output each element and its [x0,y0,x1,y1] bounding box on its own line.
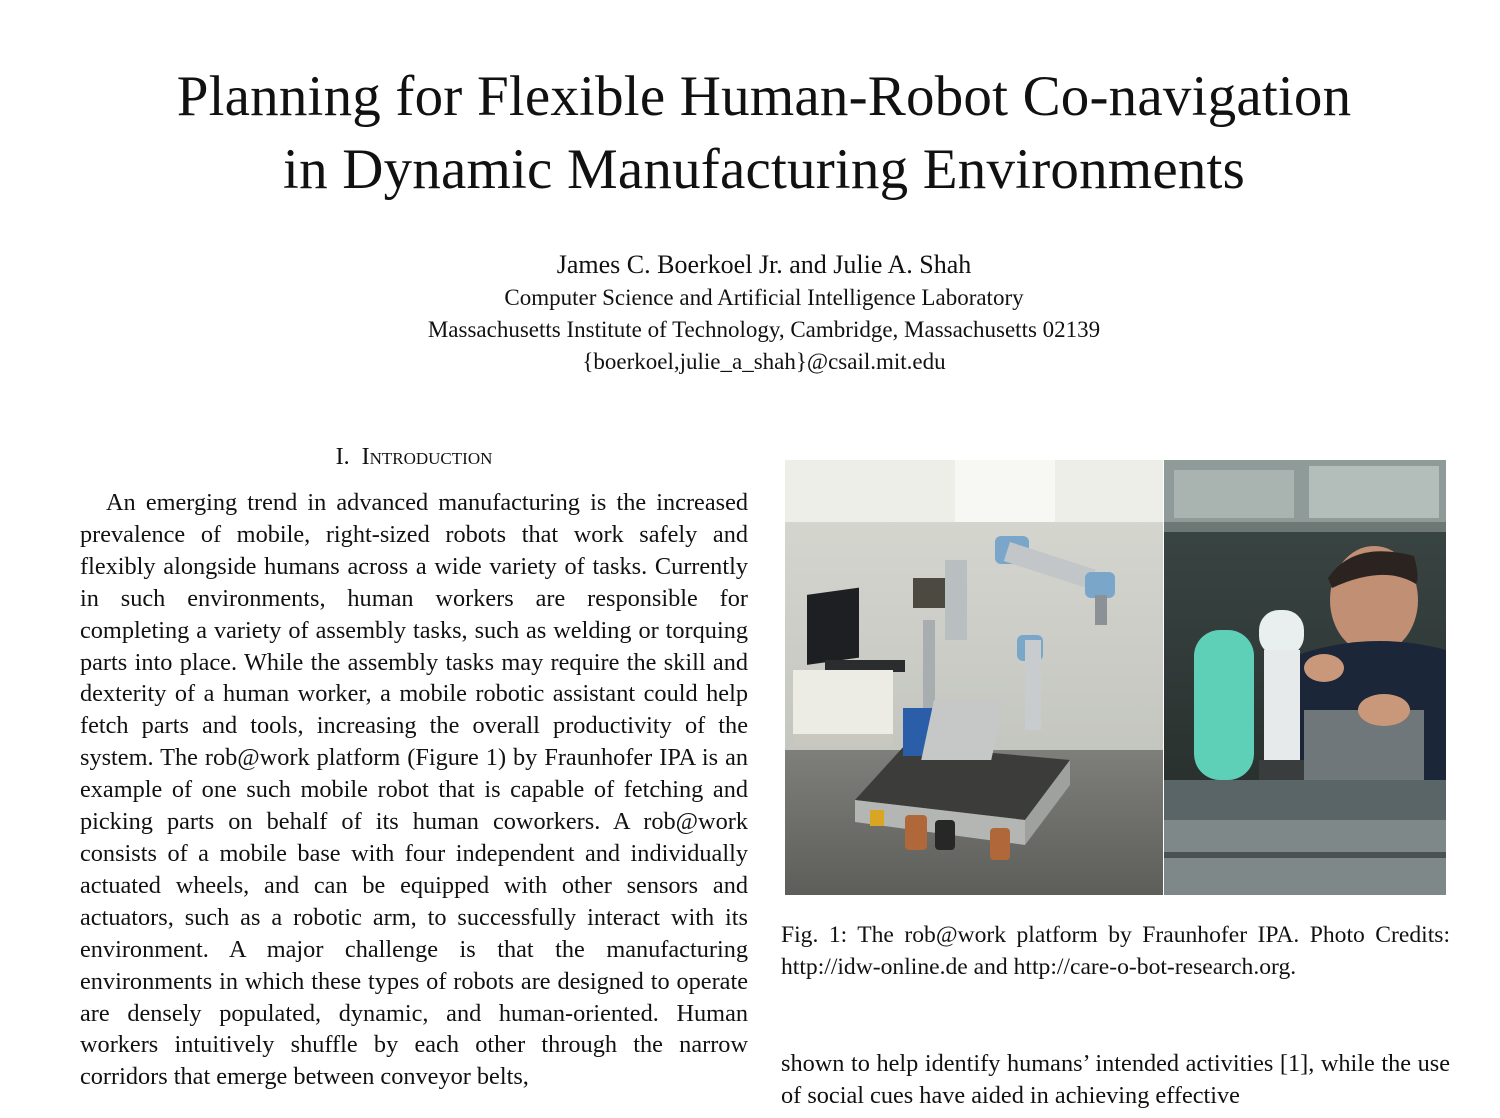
affiliation-institute: Massachusetts Institute of Technology, Cambridge, Massachusetts 02139 [427,317,1101,342]
worker-with-robot-photo [1164,460,1446,895]
intro-paragraph: An emerging trend in advanced manufacturing is the increased prevalence of mobile, right-sized robots that work safely and flexibly alongside humans across a wide variety of tasks. Currently in such environments, human workers are responsible for completing a variety of assembly tasks, such as welding or torquing parts into place. While the assembly tasks may require the skill and dexterity of a human worker, a mobile robotic assistant could help fetch parts and tools, increasing the overall productivity of the system. The rob@work platform (Figure 1) by Fraunhofer IPA is an example of one such mobile robot that is capable of fetching and picking parts on behalf of its human coworkers. A rob@work consists of a mobile base with four independent and individually actuated wheels, and can be equipped with other sensors and actuators, such as a robotic arm, to successfully interact with its environment. A major challenge is that the manufacturing environments in which these types of robots are designed to operate are densely populated, dynamic, and human-oriented. Human workers intuitively shuffle by each other through the narrow corridors that emerge between conveyor belts, [80,489,748,1091]
section-title: Introduction [361,444,493,470]
right-column-text: shown to help identify humans’ intended activities [1], while the use of social cues have aided in achieving effective [781,1050,1450,1109]
figure-1 [785,460,1446,895]
left-column [80,487,748,1112]
title-line-1: Planning for Flexible Human-Robot Co-navigation [176,65,1352,128]
section-number: I. [335,444,350,470]
affiliation-lab: Computer Science and Artificial Intelligence Laboratory [504,285,1024,310]
paper-title [0,60,1500,206]
figure-caption: Fig. 1: The rob@work platform by Fraunhofer IPA. Photo Credits: http://idw-online.de and http://care-o-bot-research.org. [781,922,1450,980]
author-block [0,248,1500,378]
section-heading [80,440,748,474]
robot-platform-photo [785,460,1163,895]
right-column [781,1048,1450,1118]
author-email: {boerkoel,julie_a_shah}@csail.mit.edu [582,349,946,374]
title-line-2: in Dynamic Manufacturing Environments [283,138,1245,201]
author-names: James C. Boerkoel Jr. and Julie A. Shah [556,250,972,279]
